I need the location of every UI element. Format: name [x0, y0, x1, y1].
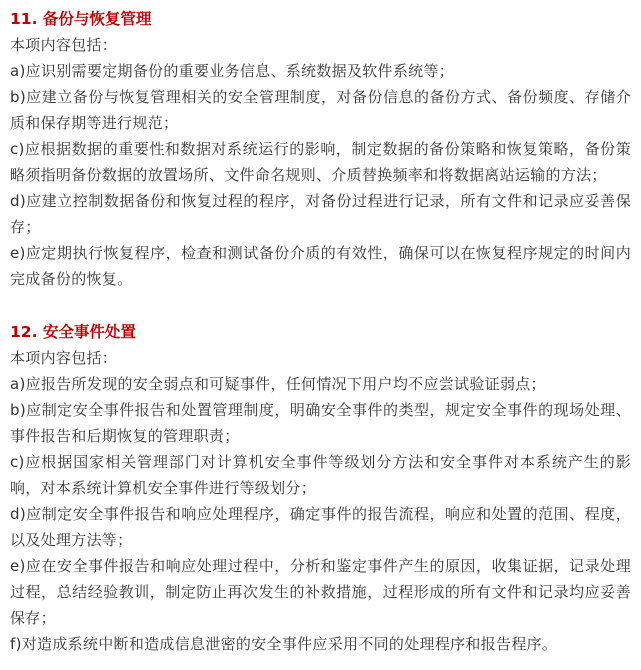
list-item: e)应在安全事件报告和响应处理过程中，分析和鉴定事件产生的原因，收集证据，记录处理过程，总结经验教训，制定防止再次发生的补救措施，过程形成的所有文件和记录均应妥善保存；: [10, 557, 631, 627]
list-item: e)应定期执行恢复程序，检查和测试备份介质的有效性，确保可以在恢复程序规定的时间内完成备份的恢复。: [10, 244, 631, 288]
section-heading: 11. 备份与恢复管理: [10, 10, 152, 28]
list-item: f)对造成系统中断和造成信息泄密的安全事件应采用不同的处理程序和报告程序。: [10, 635, 558, 653]
list-item: a)应识别需要定期备份的重要业务信息、系统数据及软件系统等；: [10, 62, 455, 80]
list-item: b)应制定安全事件报告和处置管理制度，明确安全事件的类型，规定安全事件的现场处理、事件报告和后期恢复的管理职责；: [10, 401, 631, 445]
section-intro: 本项内容包括：: [10, 349, 118, 367]
section-heading: 12. 安全事件处置: [10, 323, 136, 341]
list-item: c)应根据数据的重要性和数据对系统运行的影响，制定数据的备份策略和恢复策略，备份策略须指明备份数据的放置场所、文件命名规则、介质替换频率和将数据离站运输的方法；: [10, 140, 631, 184]
section-incident-handling: [10, 319, 631, 657]
list-item: d)应制定安全事件报告和响应处理程序，确定事件的报告流程，响应和处置的范围、程度，以及处理方法等；: [10, 505, 631, 549]
list-item: b)应建立备份与恢复管理相关的安全管理制度，对备份信息的备份方式、备份频度、存储介质和保存期等进行规范；: [10, 88, 631, 132]
list-item: a)应报告所发现的安全弱点和可疑事件，任何情况下用户均不应尝试验证弱点；: [10, 375, 546, 393]
section-intro: 本项内容包括：: [10, 36, 118, 54]
section-backup-recovery: [10, 6, 631, 292]
list-item: c)应根据国家相关管理部门对计算机安全事件等级划分方法和安全事件对本系统产生的影响，对本系统计算机安全事件进行等级划分；: [10, 453, 631, 497]
list-item: d)应建立控制数据备份和恢复过程的程序，对备份过程进行记录，所有文件和记录应妥善保存；: [10, 192, 631, 236]
